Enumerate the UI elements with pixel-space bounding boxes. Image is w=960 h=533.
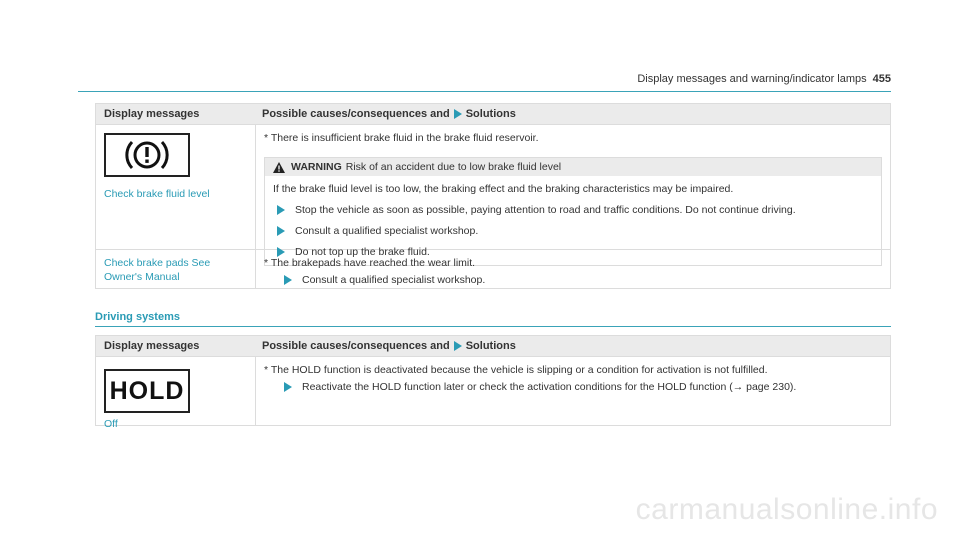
list-item: Stop the vehicle as soon as possible, paying attention to road and traffic conditions. Do not continue driving.	[277, 203, 873, 217]
header-title: Display messages and warning/indicator lamps	[637, 73, 867, 85]
hold-icon: HOLD	[104, 369, 190, 413]
column-header-messages: Display messages	[104, 340, 200, 352]
column-header-causes: Possible causes/consequences and Solutions	[262, 108, 516, 120]
watermark: carmanualsonline.info	[635, 493, 938, 526]
warning-text: If the brake fluid level is too low, the braking effect and the braking characteristics may be impaired.	[273, 183, 734, 195]
table-row	[96, 356, 890, 430]
section-divider	[95, 326, 891, 327]
message-cell	[96, 125, 256, 249]
triangle-arrow-icon	[454, 341, 462, 351]
causes-cell	[256, 125, 890, 258]
triangle-arrow-icon	[277, 226, 285, 236]
warning-title: Risk of an accident due to low brake fluid level	[345, 161, 562, 173]
table-header	[96, 104, 890, 124]
warning-header	[265, 158, 881, 176]
list-item: Consult a qualified specialist workshop.	[277, 224, 873, 238]
page-header	[637, 73, 891, 85]
messages-table-brakes	[95, 103, 891, 289]
message-check-brake-pads[interactable]: Check brake pads See Owner's Manual	[104, 257, 211, 283]
causes-cell	[256, 250, 890, 288]
cause-text: * The HOLD function is deactivated because the vehicle is slipping or a condition for activation is not fulfilled.	[264, 364, 768, 376]
section-title: Driving systems	[95, 311, 180, 323]
triangle-arrow-icon	[284, 275, 292, 285]
list-item: Reactivate the HOLD function later or check the activation conditions for the HOLD function (→ page 230).	[284, 380, 882, 394]
header-divider	[78, 91, 891, 92]
messages-table-driving-systems	[95, 335, 891, 430]
cause-text: * There is insufficient brake fluid in the brake fluid reservoir.	[264, 132, 539, 144]
warning-triangle-icon	[273, 162, 285, 173]
warning-label: WARNING	[291, 161, 342, 173]
list-item: Do not top up the brake fluid.	[277, 245, 873, 259]
column-header-causes: Possible causes/consequences and Solutions	[262, 340, 516, 352]
cause-text: * The brakepads have reached the wear limit.	[264, 257, 476, 269]
table-header	[96, 336, 890, 356]
message-check-brake-fluid[interactable]: Check brake fluid level	[104, 188, 210, 200]
table-row	[96, 124, 890, 258]
message-cell	[96, 357, 256, 430]
message-hold-off[interactable]: Off	[104, 418, 118, 430]
page-number: 455	[872, 73, 891, 85]
brake-warning-icon	[104, 133, 190, 177]
column-header-messages: Display messages	[104, 108, 200, 120]
triangle-arrow-icon	[454, 109, 462, 119]
message-cell	[96, 250, 256, 288]
causes-cell	[256, 357, 890, 425]
triangle-arrow-icon	[284, 382, 292, 392]
triangle-arrow-icon	[277, 205, 285, 215]
table-row	[96, 249, 890, 288]
list-item: Consult a qualified specialist workshop.	[284, 273, 882, 287]
